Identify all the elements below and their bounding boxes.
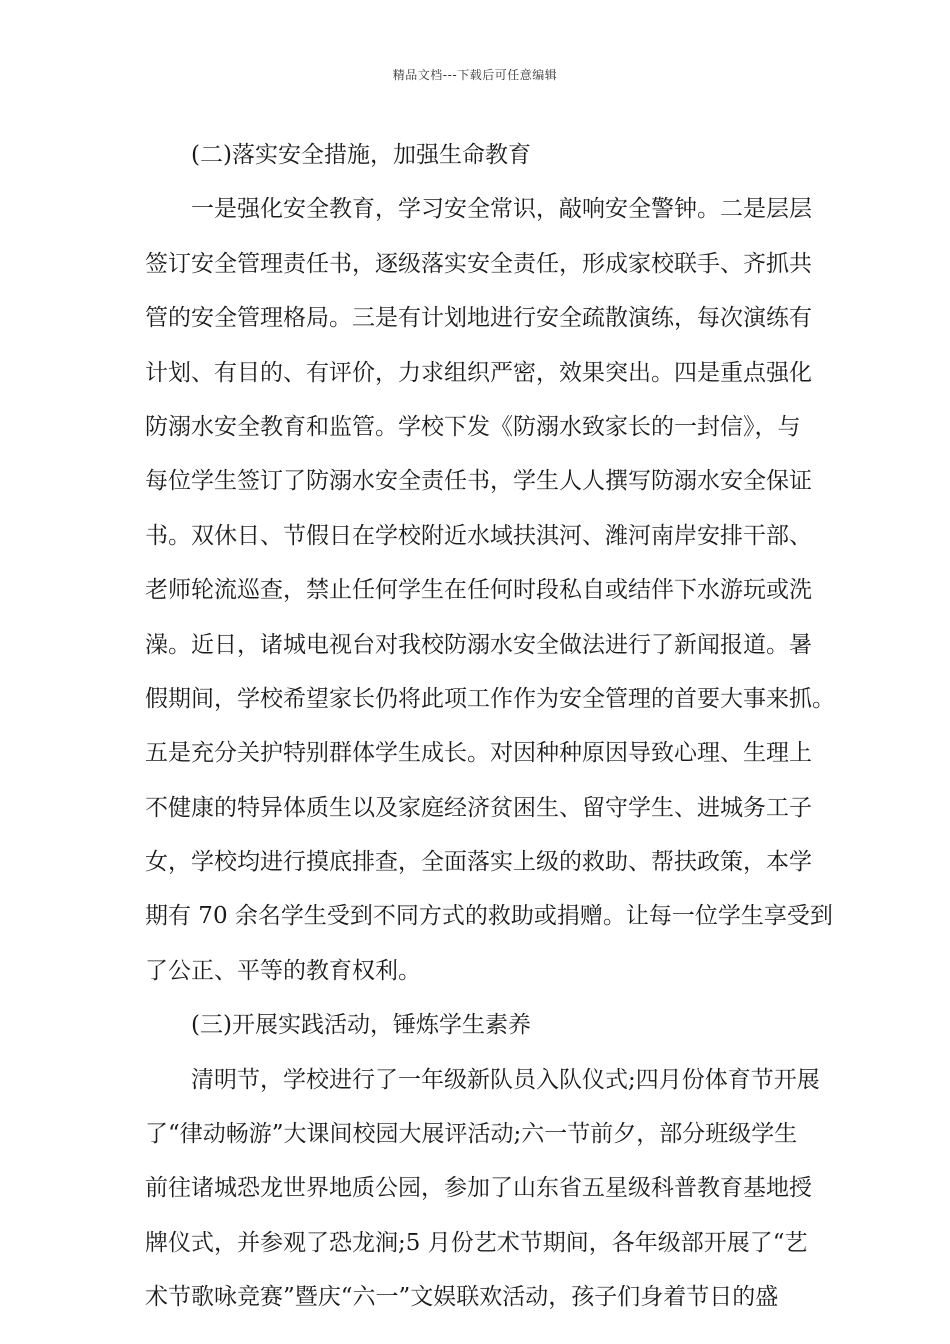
paragraph-line: 澡。近日，诸城电视台对我校防溺水安全做法进行了新闻报道。暑 [145,631,812,658]
paragraph-line: 牌仪式，并参观了恐龙涧;5 月份艺术节期间，各年级部开展了“艺 [145,1229,808,1256]
paragraph-line: 签订安全管理责任书，逐级落实安全责任，形成家校联手、齐抓共 [145,250,812,277]
paragraph-line: 假期间，学校希望家长仍将此项工作作为安全管理的首要大事来抓。 [145,685,835,712]
page-header: 精品文档---下载后可任意编辑 [392,68,558,82]
document-body [145,132,835,1329]
paragraph-line: 不健康的特异体质生以及家庭经济贫困生、留守学生、进城务工子 [145,794,812,821]
paragraph-line: 了“律动畅游”大课间校园大展评活动;六一节前夕，部分班级学生 [145,1121,798,1148]
section-heading: (三)开展实践活动，锤炼学生素养 [191,1012,531,1039]
paragraph-line: 防溺水安全教育和监管。学校下发《防溺水致家长的一封信》，与 [145,413,801,440]
paragraph-line: 管的安全管理格局。三是有计划地进行安全疏散演练，每次演练有 [145,305,812,332]
paragraph-line: 计划、有目的、有评价，力求组织严密，效果突出。四是重点强化 [145,359,812,386]
paragraph-line: 前往诸城恐龙世界地质公园，参加了山东省五星级科普教育基地授 [145,1175,812,1202]
paragraph-line: 五是充分关护特别群体学生成长。对因种种原因导致心理、生理上 [145,740,812,767]
paragraph-line: 书。双休日、节假日在学校附近水域扶淇河、潍河南岸安排干部、 [145,522,812,549]
paragraph-line: 一是强化安全教育，学习安全常识，敲响安全警钟。二是层层 [191,196,812,223]
paragraph-line: 清明节，学校进行了一年级新队员入队仪式;四月份体育节开展 [191,1066,820,1093]
paragraph-line: 期有 70 余名学生受到不同方式的救助或捐赠。让每一位学生享受到 [145,903,833,930]
section-heading: (二)落实安全措施，加强生命教育 [191,142,531,168]
paragraph-line: 每位学生签订了防溺水安全责任书，学生人人撰写防溺水安全保证 [145,468,812,495]
paragraph-line: 了公正、平等的教育权利。 [145,957,421,984]
paragraph-line: 老师轮流巡查，禁止任何学生在任何时段私自或结伴下水游玩或洗 [145,577,812,604]
paragraph-line: 女，学校均进行摸底排查，全面落实上级的救助、帮扶政策，本学 [145,849,812,876]
paragraph-line: 术节歌咏竞赛”暨庆“六一”文娱联欢活动，孩子们身着节日的盛 [145,1284,779,1311]
